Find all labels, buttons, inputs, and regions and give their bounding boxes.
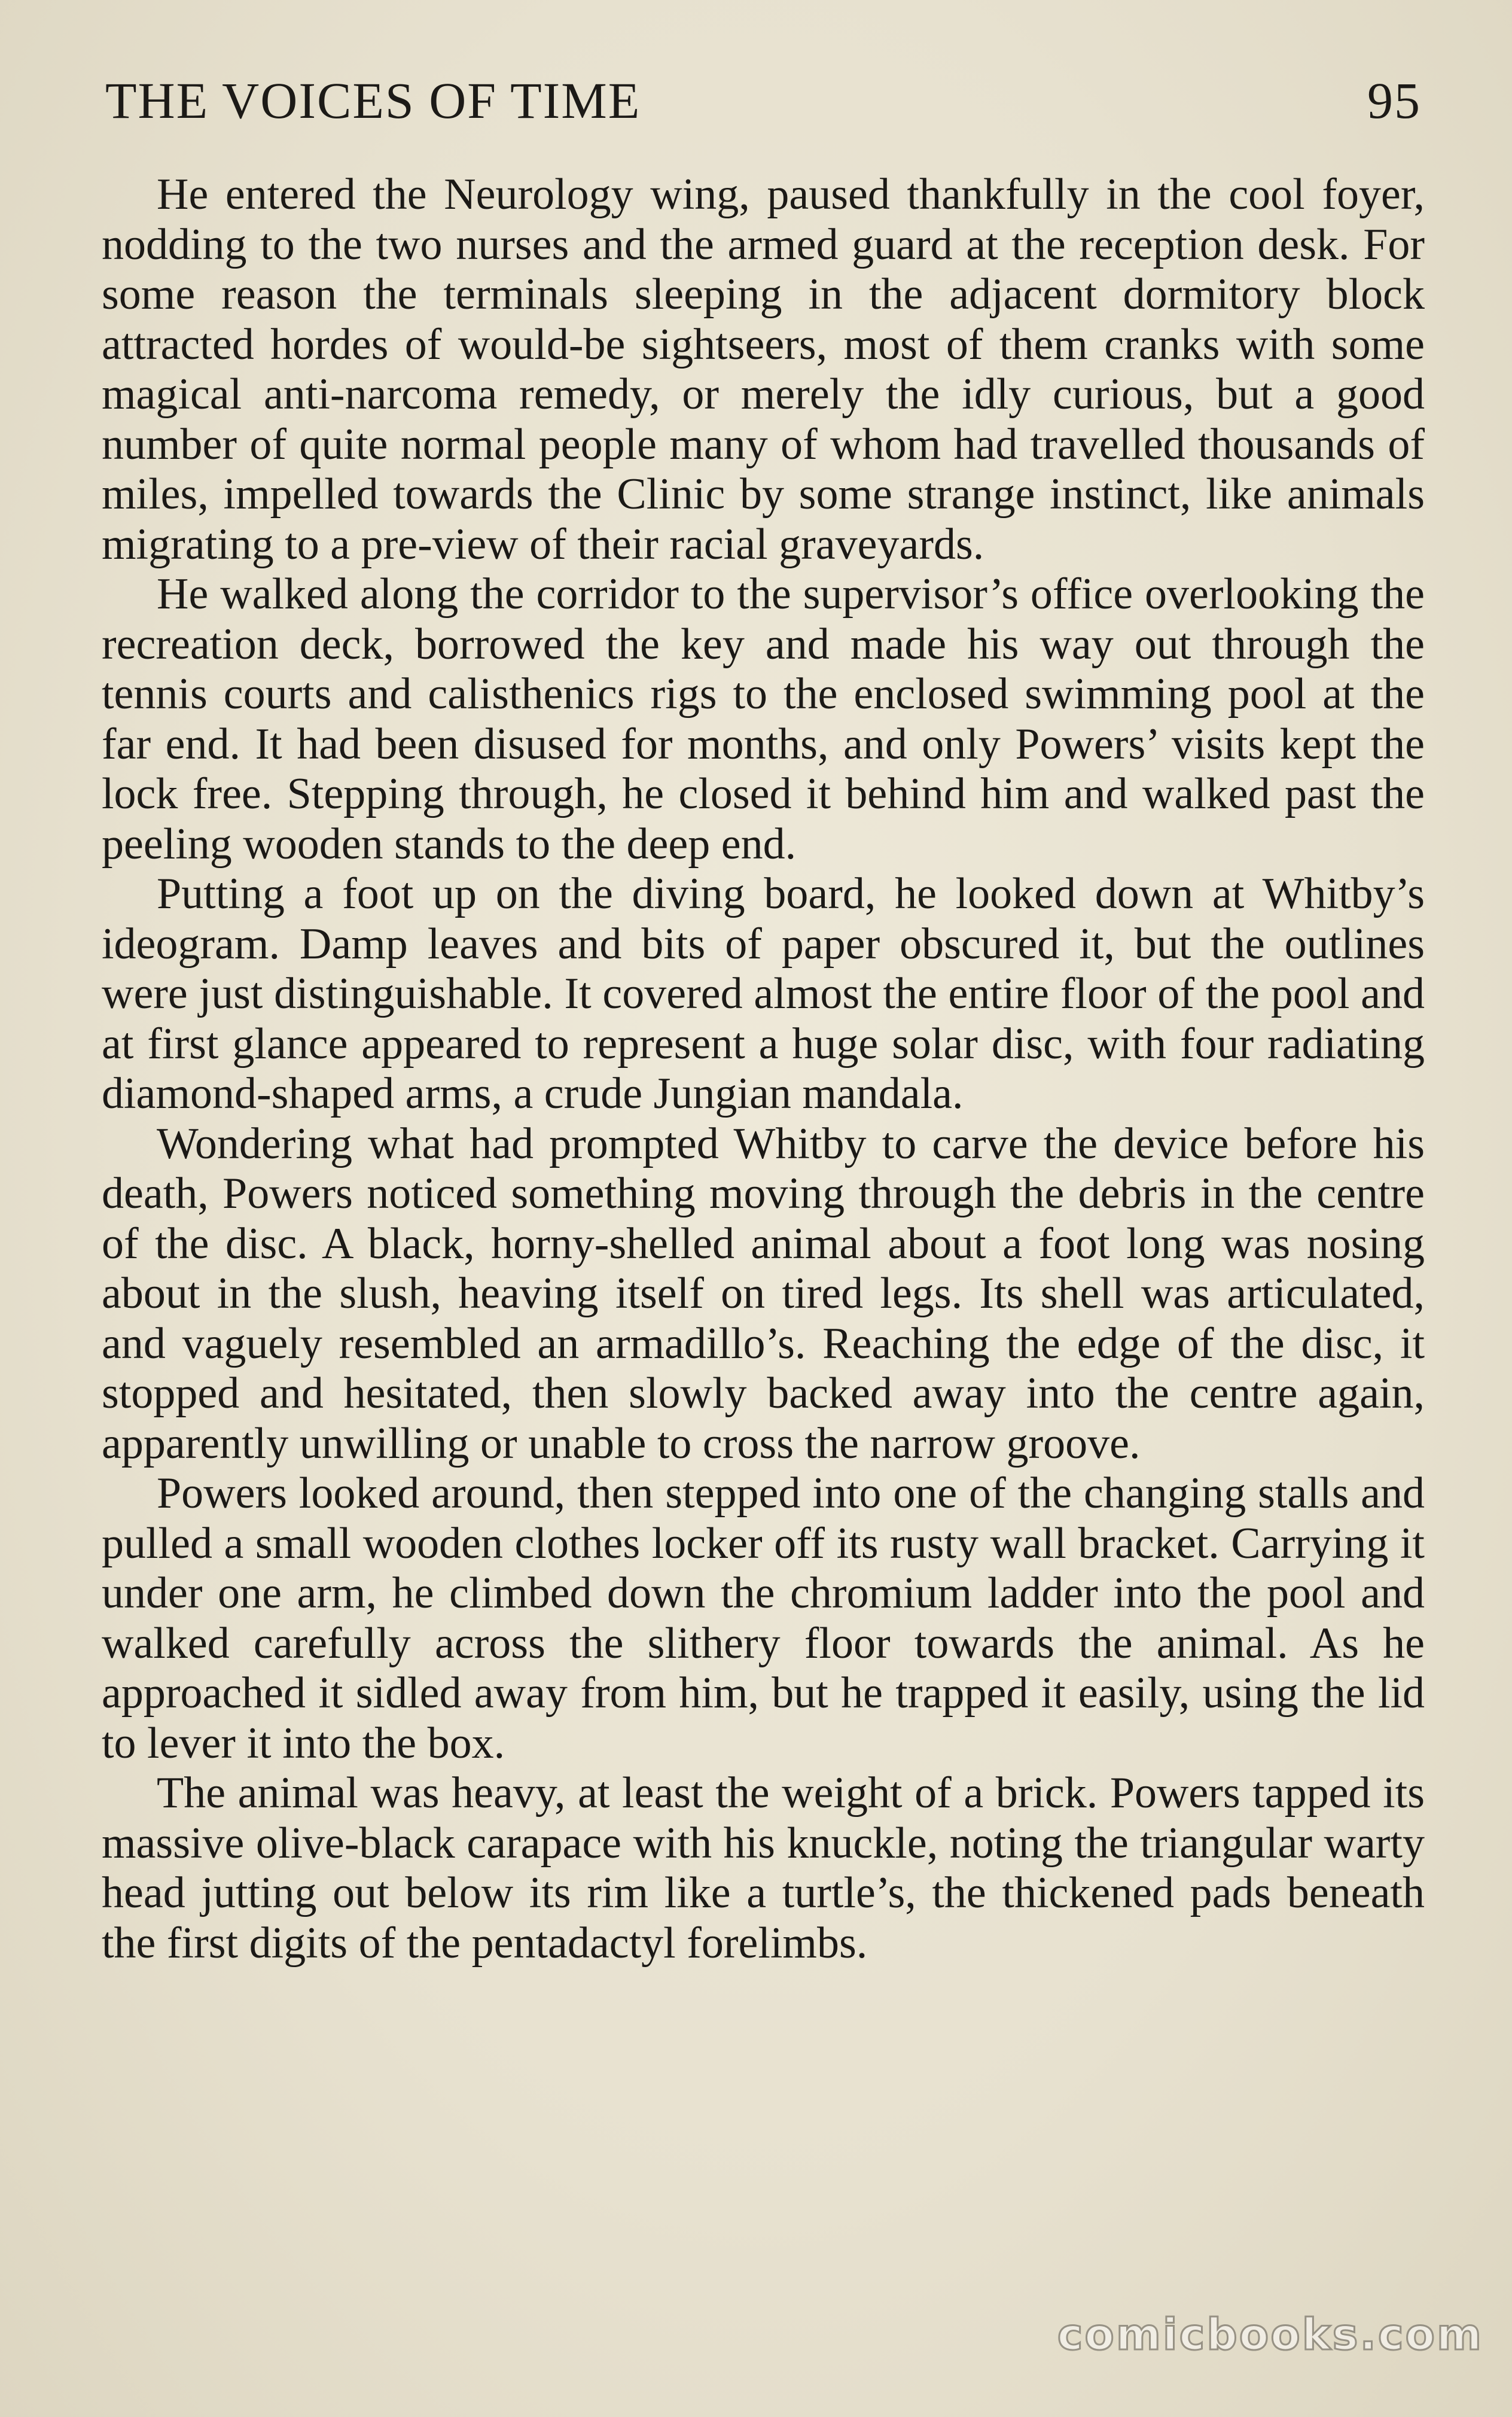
paragraph: The animal was heavy, at least the weight of a brick. Powers tapped its massive olive-black carapace with his knuckle, noting the triangular warty head jutting out below its rim like a turtle’s, the thickened pads beneath the first digits of the pentadactyl forelimbs. — [102, 1768, 1425, 1968]
paragraph: Putting a foot up on the diving board, he looked down at Whitby’s ideogram. Damp leaves and bits of paper obscured it, but the outlines were just distinguishable. It covered almost the entire floor of the pool and at first glance appeared to represent a huge solar disc, with four radiating diamond-shaped arms, a crude Jungian mandala. — [102, 869, 1425, 1118]
watermark: comicbooks.com — [1057, 2309, 1483, 2360]
paragraph: He walked along the corridor to the supervisor’s office overlooking the recreation deck, borrowed the key and made his way out through the tennis courts and calisthenics rigs to the enclosed swimming pool at the far end. It had been disused for months, and only Powers’ visits kept the lock free. Stepping through, he closed it behind him and walked past the peeling wooden stands to the deep end. — [102, 570, 1425, 869]
running-title: THE VOICES OF TIME — [105, 72, 641, 129]
paragraph: He entered the Neurology wing, paused thankfully in the cool foyer, nodding to the two nurses and the armed guard at the reception desk. For some reason the terminals sleeping in the adjacent dormitory block attracted hordes of would-be sightseers, most of them cranks with some magical anti-narcoma remedy, or merely the idly curious, but a good number of quite normal people many of whom had travelled thousands of miles, impelled towards the Clinic by some strange instinct, like animals migrating to a pre-view of their racial graveyards. — [102, 170, 1425, 569]
paragraph: Wondering what had prompted Whitby to carve the device before his death, Powers noticed something moving through the debris in the centre of the disc. A black, horny-shelled animal about a foot long was nosing about in the slush, heaving itself on tired legs. Its shell was articulated, and vaguely resembled an armadillo’s. Reaching the edge of the disc, it stopped and hesitated, then slowly backed away into the centre again, apparently unwilling or unable to cross the narrow groove. — [102, 1119, 1425, 1468]
paragraph: Powers looked around, then stepped into one of the changing stalls and pulled a small wooden clothes locker off its rusty wall bracket. Carrying it under one arm, he climbed down the chromium ladder into the pool and walked carefully across the slithery floor towards the animal. As he approached it sidled away from him, but he trapped it easily, using the lid to lever it into the box. — [102, 1469, 1425, 1768]
body-text — [102, 170, 1425, 1968]
page-number: 95 — [1367, 72, 1421, 129]
page-header — [105, 71, 1421, 136]
